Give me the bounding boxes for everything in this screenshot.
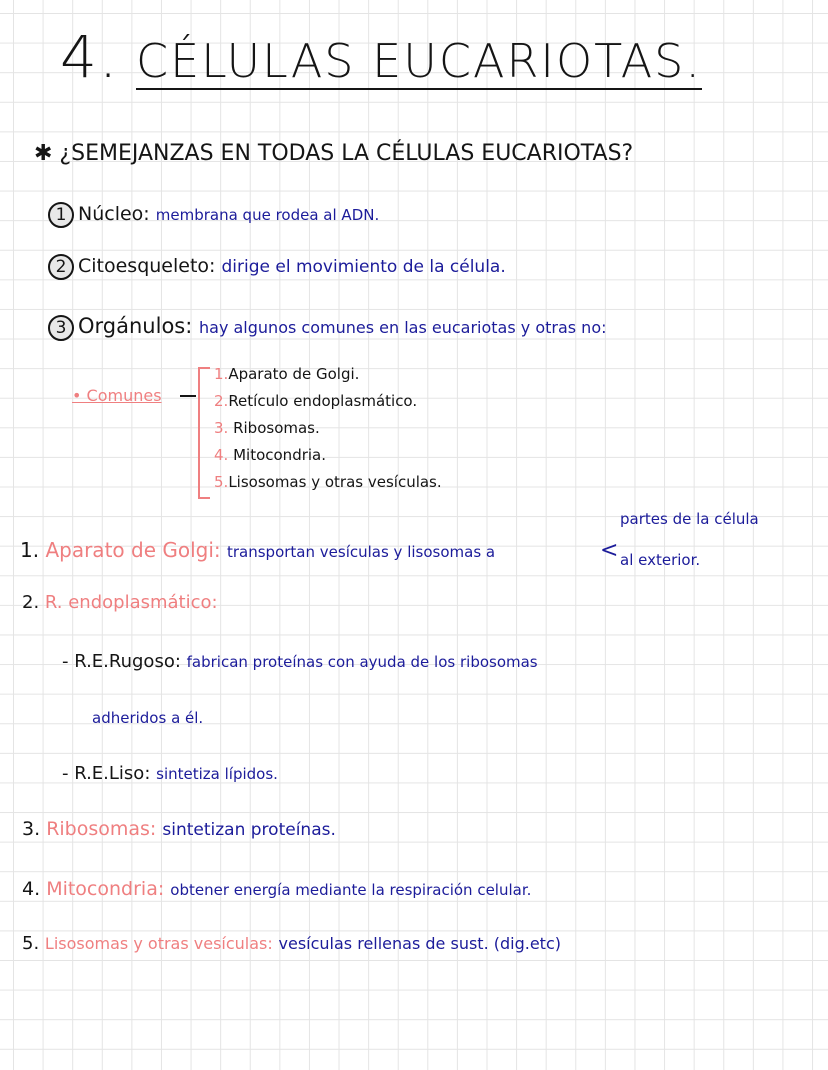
page-title <box>60 23 703 91</box>
similarity-item <box>48 254 506 280</box>
question-heading: ✱ ¿SEMEJANZAS EN TODAS LA CÉLULAS EUCARIOTAS? <box>34 141 634 166</box>
item-number: 1. <box>214 365 229 383</box>
detail-ribosomas <box>22 820 336 839</box>
number: 2. <box>22 592 40 613</box>
term: Citoesqueleto: <box>78 255 216 277</box>
description: vesículas rellenas de sust. (dig.etc) <box>278 934 561 953</box>
list-item <box>214 448 326 463</box>
item-text: Retículo endoplasmático. <box>228 392 418 410</box>
description-continued: adheridos a él. <box>92 709 204 727</box>
branch-text: al exterior. <box>620 551 701 569</box>
similarity-item <box>48 315 607 341</box>
number-circle: 1 <box>48 202 74 228</box>
item-number: 5. <box>214 473 229 491</box>
title-number: 4. <box>60 23 120 91</box>
term: - R.E.Rugoso: <box>62 651 181 672</box>
detail-re <box>22 594 218 612</box>
term: R. endoplasmático: <box>44 592 218 613</box>
item-text: Mitocondria. <box>233 446 327 464</box>
list-item <box>214 367 359 382</box>
item-text: Aparato de Golgi. <box>228 365 360 383</box>
list-item <box>214 475 442 490</box>
list-item <box>214 394 417 409</box>
description: sintetiza lípidos. <box>156 765 278 783</box>
list-item <box>214 421 320 436</box>
number: 5. <box>22 933 40 954</box>
common-label: • Comunes <box>72 386 162 405</box>
detail-rugoso <box>62 653 538 671</box>
term: Núcleo: <box>78 203 150 225</box>
term: Orgánulos: <box>78 314 193 338</box>
description: fabrican proteínas con ayuda de los ribosomas <box>186 653 538 671</box>
item-number: 4. <box>214 446 229 464</box>
detail-liso <box>62 765 278 783</box>
similarity-item <box>48 202 379 228</box>
description: dirige el movimiento de la célula. <box>221 257 506 277</box>
description: transportan vesículas y lisosomas a <box>227 543 496 561</box>
description: obtener energía mediante la respiración celular. <box>170 881 532 899</box>
term: Ribosomas: <box>46 818 157 840</box>
item-text: Ribosomas. <box>233 419 320 437</box>
description: hay algunos comunes en las eucariotas y otras no: <box>199 318 607 337</box>
description: sintetizan proteínas. <box>162 820 336 840</box>
term: Mitocondria: <box>46 878 165 900</box>
term: Lisosomas y otras vesículas: <box>44 934 273 953</box>
item-text: Lisosomas y otras vesículas. <box>228 473 442 491</box>
branch-bracket: < <box>600 538 619 563</box>
item-number: 3. <box>214 419 229 437</box>
bracket <box>198 367 210 499</box>
number: 4. <box>22 878 41 900</box>
term: - R.E.Liso: <box>62 763 151 784</box>
detail-lisosomas <box>22 935 561 953</box>
detail-mitocondria <box>22 880 531 899</box>
number-circle: 2 <box>48 254 74 280</box>
number-circle: 3 <box>48 315 74 341</box>
item-number: 2. <box>214 392 229 410</box>
number: 1. <box>20 538 40 562</box>
term: Aparato de Golgi: <box>45 538 221 562</box>
detail-golgi <box>20 540 495 560</box>
title-text: CÉLULAS EUCARIOTAS. <box>135 34 703 88</box>
number: 3. <box>22 818 41 840</box>
connector-line <box>180 395 196 397</box>
description: membrana que rodea al ADN. <box>155 206 380 224</box>
branch-text: partes de la célula <box>620 510 759 528</box>
